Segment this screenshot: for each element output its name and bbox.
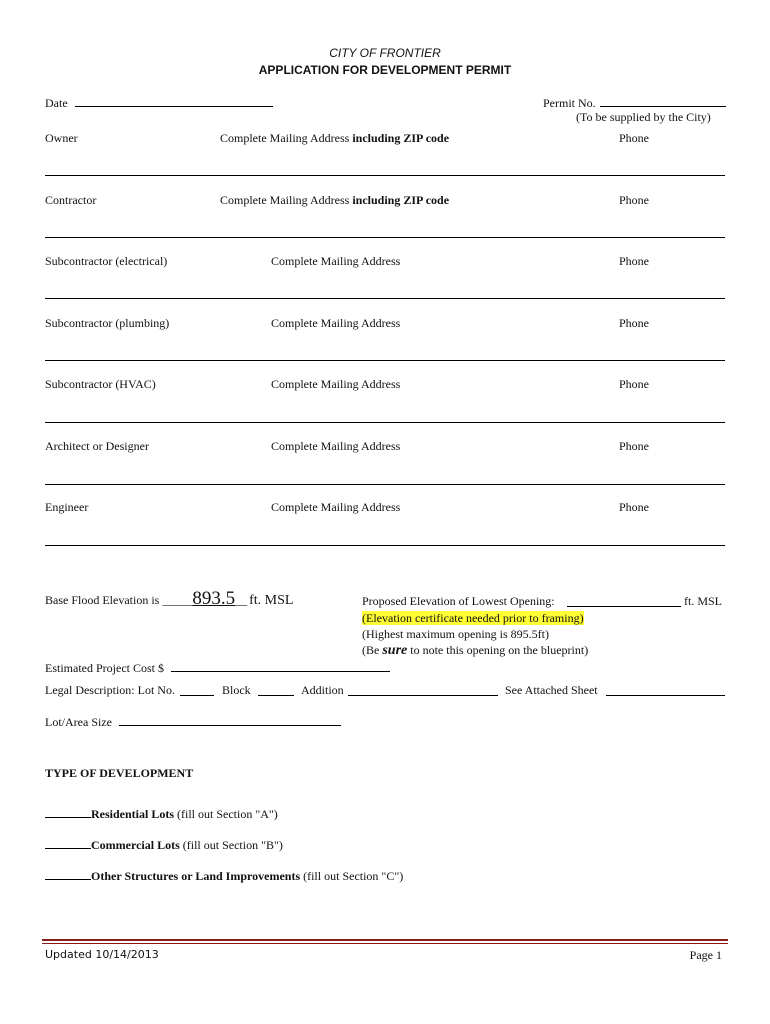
form-title: APPLICATION FOR DEVELOPMENT PERMIT bbox=[258, 63, 512, 77]
bfe-unit: ft. MSL bbox=[249, 593, 294, 608]
blueprint-note: (Be sure to note this opening on the blueprint) bbox=[362, 643, 589, 658]
footer-rule-bottom bbox=[42, 943, 728, 944]
project-cost-row bbox=[45, 659, 390, 676]
base-flood-elevation: Base Flood Elevation is _____893.5__ ft. MSL bbox=[45, 588, 294, 609]
plumbing-line[interactable] bbox=[45, 360, 725, 361]
addition-field[interactable] bbox=[348, 683, 498, 696]
development-heading: TYPE OF DEVELOPMENT bbox=[45, 766, 194, 780]
option-commercial: Commercial Lots (fill out Section "B") bbox=[45, 836, 283, 853]
date-label: Date bbox=[45, 96, 68, 110]
owner-line[interactable] bbox=[45, 175, 725, 176]
permit-row bbox=[543, 94, 726, 111]
party-address-engineer: Complete Mailing Address bbox=[271, 500, 401, 514]
party-role-architect: Architect or Designer bbox=[45, 439, 149, 453]
architect-line[interactable] bbox=[45, 484, 725, 485]
project-cost-label: Estimated Project Cost $ bbox=[45, 661, 164, 675]
proposed-elevation-label: Proposed Elevation of Lowest Opening: bbox=[362, 594, 555, 608]
date-row bbox=[45, 94, 273, 111]
permit-note: (To be supplied by the City) bbox=[576, 110, 711, 124]
party-address-hvac: Complete Mailing Address bbox=[271, 377, 401, 391]
updated-date: Updated 10/14/2013 bbox=[45, 948, 159, 961]
max-opening-note: (Highest maximum opening is 895.5ft) bbox=[362, 627, 549, 641]
party-role-engineer: Engineer bbox=[45, 500, 89, 514]
date-field[interactable] bbox=[75, 94, 273, 107]
lot-area-field[interactable] bbox=[119, 713, 341, 726]
party-role-owner: Owner bbox=[45, 131, 78, 145]
party-address-plumbing: Complete Mailing Address bbox=[271, 316, 401, 330]
residential-field[interactable] bbox=[45, 805, 91, 818]
certificate-note bbox=[362, 611, 584, 626]
party-phone-electrical: Phone bbox=[619, 254, 649, 268]
electrical-line[interactable] bbox=[45, 298, 725, 299]
permit-number-field[interactable] bbox=[600, 94, 726, 107]
party-role-plumbing: Subcontractor (plumbing) bbox=[45, 316, 170, 330]
bfe-value: 893.5 bbox=[192, 588, 236, 609]
project-cost-field[interactable] bbox=[171, 659, 390, 672]
lot-area-label: Lot/Area Size bbox=[45, 715, 112, 729]
sure-emphasis: sure bbox=[382, 643, 408, 658]
engineer-line[interactable] bbox=[45, 545, 725, 546]
page-number: Page 1 bbox=[689, 948, 722, 962]
party-address-architect: Complete Mailing Address bbox=[271, 439, 401, 453]
addition-label: Addition bbox=[301, 683, 344, 697]
option-residential: Residential Lots (fill out Section "A") bbox=[45, 805, 278, 822]
footer-rule-top bbox=[42, 939, 728, 941]
lot-area-row bbox=[45, 713, 341, 730]
city-name: CITY OF FRONTIER bbox=[329, 46, 441, 60]
highlighted-note: (Elevation certificate needed prior to framing) bbox=[362, 611, 584, 625]
hvac-line[interactable] bbox=[45, 422, 725, 423]
party-phone-contractor: Phone bbox=[619, 193, 649, 207]
party-role-contractor: Contractor bbox=[45, 193, 97, 207]
party-role-hvac: Subcontractor (HVAC) bbox=[45, 377, 156, 391]
permit-label: Permit No. bbox=[543, 96, 596, 110]
lot-number-field[interactable] bbox=[180, 683, 214, 696]
party-phone-architect: Phone bbox=[619, 439, 649, 453]
see-attached-field[interactable] bbox=[606, 683, 725, 696]
other-structures-field[interactable] bbox=[45, 867, 91, 880]
legal-description-label: Legal Description: Lot No. bbox=[45, 683, 175, 697]
party-phone-plumbing: Phone bbox=[619, 316, 649, 330]
commercial-field[interactable] bbox=[45, 836, 91, 849]
proposed-elevation-unit: ft. MSL bbox=[684, 594, 723, 608]
party-phone-engineer: Phone bbox=[619, 500, 649, 514]
party-address-owner: Complete Mailing Address including ZIP code bbox=[220, 131, 450, 145]
bfe-label: Base Flood Elevation is bbox=[45, 593, 163, 607]
party-address-contractor: Complete Mailing Address including ZIP code bbox=[220, 193, 450, 207]
contractor-line[interactable] bbox=[45, 237, 725, 238]
party-phone-hvac: Phone bbox=[619, 377, 649, 391]
block-label: Block bbox=[222, 683, 251, 697]
proposed-elevation-field[interactable] bbox=[567, 594, 681, 607]
party-role-electrical: Subcontractor (electrical) bbox=[45, 254, 168, 268]
see-attached-label: See Attached Sheet bbox=[505, 683, 598, 697]
option-other: Other Structures or Land Improvements (fill out Section "C") bbox=[45, 867, 403, 884]
party-phone-owner: Phone bbox=[619, 131, 649, 145]
party-address-electrical: Complete Mailing Address bbox=[271, 254, 401, 268]
block-field[interactable] bbox=[258, 683, 294, 696]
